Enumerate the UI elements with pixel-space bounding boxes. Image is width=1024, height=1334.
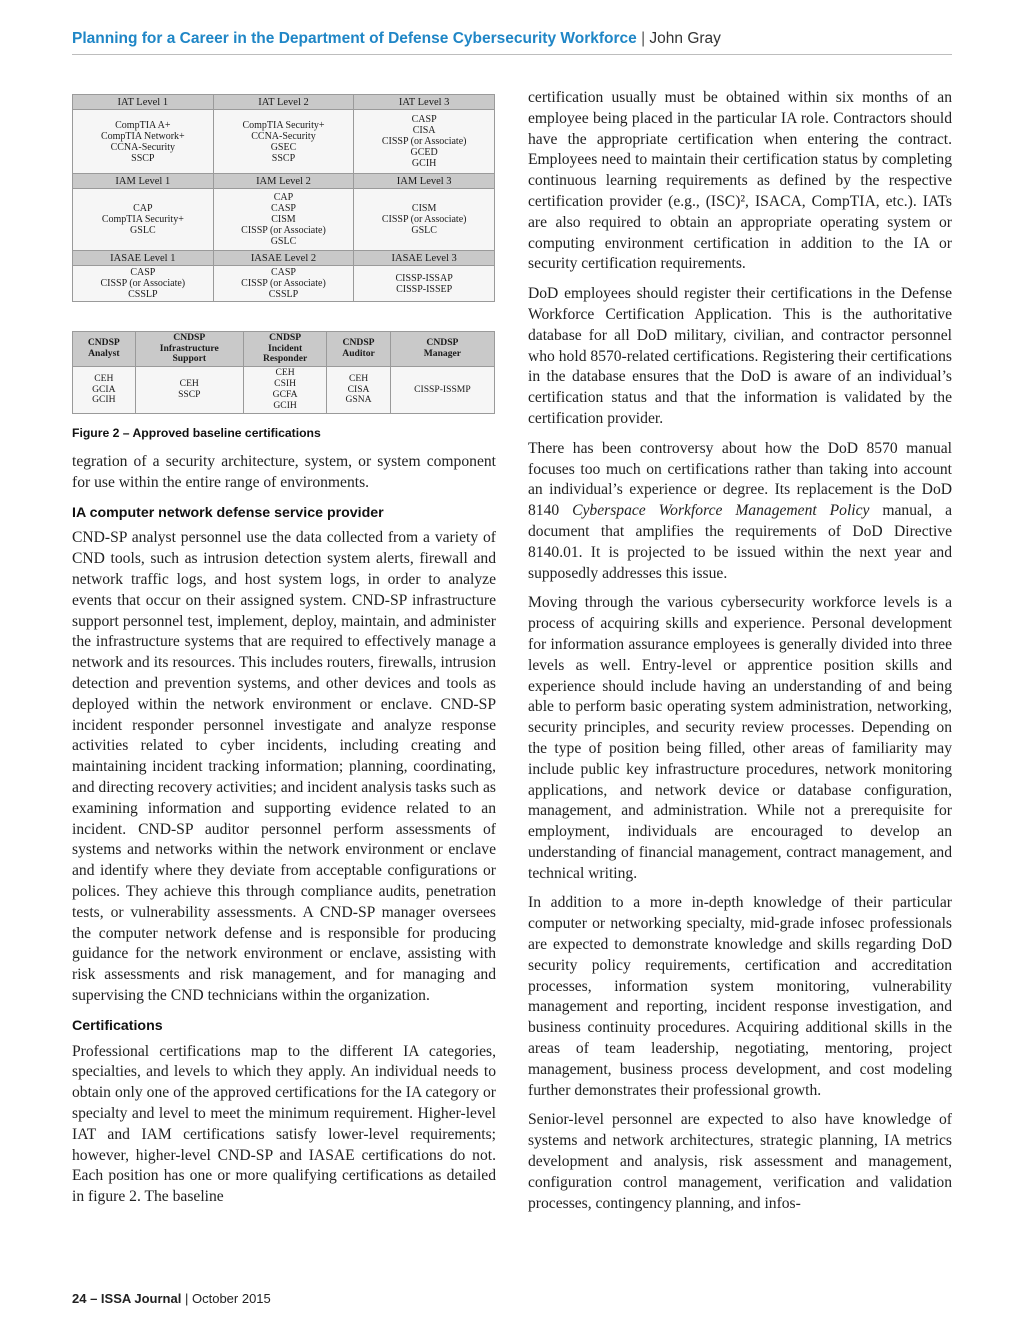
footer-separator: | [184,1291,189,1306]
paragraph: There has been controversy about how the DoD 8570 manual focuses too much on certifications rather than taking into account an individual’s experience or degree. Its replacement is the DoD 8140 Cyberspace Workforce Management Policy manual, a document that amplifies the requirements of DoD Directive 8140.01. It is projected to be issued within the next year and supposedly addresses this issue. [528,439,952,582]
table-row [73,367,495,414]
table-row [73,110,495,174]
table-header-cell: IAM Level 1 [73,174,214,189]
paragraph: DoD employees should register their certifications in the Defense Workforce Certification Application. This is the authoritative database for all DoD military, civilian, and contractor personnel who hold 8570-related certifications. Registering their certifications in the database ensures that the DoD is aware of an individual’s certification status and that the information is validated by the certification provider. [528,285,952,427]
table-cell: CAP CASP CISM CISSP (or Associate) GSLC [213,189,354,251]
table-header-cell: IAT Level 2 [213,95,354,110]
right-column [528,88,952,1223]
table-cell: CEH GCIA GCIH [73,367,136,414]
table-cell: CAP CompTIA Security+ GSLC [73,189,214,251]
table-row [73,251,495,266]
header-rule [72,54,952,55]
paragraph: Moving through the various cybersecurity workforce levels is a process of acquiring skills and experience. Personal development for information assurance employees is generally divided into three levels as well. Entry-level or apprentice position skills and experience should include having an understanding of and being able to perform basic operating system administration, networking, security principles, and security review processes. Depending on the type of position being filled, other areas of familiarity may include public key infrastructure procedures, network monitoring applications, and network device or database configuration, management, and administration. While not a prerequisite for employment, individuals are encouraged to develop an understanding of financial management, contract management, and technical writing. [528,594,952,882]
table-header-cell: CNDSP Manager [390,332,494,367]
table-header-cell: IAT Level 3 [354,95,495,110]
table-header-cell: IASAE Level 3 [354,251,495,266]
header-author: John Gray [649,30,721,47]
figure-caption: Figure 2 – Approved baseline certifications [72,426,321,440]
table-row [73,189,495,251]
page-number: 24 – ISSA Journal [72,1291,182,1306]
table-row [73,332,495,367]
table-cell: CASP CISSP (or Associate) CSSLP [213,266,354,302]
table-header-cell: CNDSP Incident Responder [243,332,326,367]
table-header-cell: IAT Level 1 [73,95,214,110]
running-header [72,30,952,48]
table-cell: CEH CISA GSNA [327,367,391,414]
table-cell: CISSP-ISSAP CISSP-ISSEP [354,266,495,302]
table-row [73,95,495,110]
table-cell: CompTIA A+ CompTIA Network+ CCNA-Security SSCP [73,110,214,174]
issue-date: October 2015 [191,1291,271,1306]
paragraph: CND-SP analyst personnel use the data collected from a variety of CND tools, such as intrusion detection system alerts, firewall and network traffic logs, and host system logs, in order to analyze events that occur on their assigned system. CND-SP infrastructure support personnel test, implement, deploy, maintain, and administer the infrastructure systems that are required to effectively manage a network and its resources. This includes routers, firewalls, intrusion detection and prevention systems, and other devices and tools as deployed within the network environment or enclave. CND-SP incident responder personnel investigate and analyze response activities related to cyber incidents, including creating and maintaining incident tracking information; planning, coordinating, and directing recovery activities; and incident analysis tasks such as examining information and supporting evidence related to an incident. CND-SP auditor personnel perform assessments of systems and networks within the network environment or enclave and identify where they deviate from acceptable configurations or polices. They achieve this through compliance audits, penetration tests, or vulnerability assessments. A CND-SP manager oversees the computer network defense and is responsible for producing guidance for the network environment or enclave, assisting with risk assessments and risk management, and for managing and supervising the CND technicians within the organization. [72,529,496,1004]
table-header-cell: IAM Level 2 [213,174,354,189]
header-separator: | [641,30,646,47]
table-row [73,174,495,189]
section-heading: Certifications [72,1017,163,1034]
table-header-cell: IASAE Level 1 [73,251,214,266]
table-cell: CISM CISSP (or Associate) GSLC [354,189,495,251]
table-cell: CompTIA Security+ CCNA-Security GSEC SSCP [213,110,354,174]
table-header-cell: CNDSP Infrastructure Support [135,332,243,367]
certification-table-cndsp [72,331,495,414]
policy-title: Cyberspace Workforce Management Policy [572,502,870,520]
table-cell: CISSP-ISSMP [390,367,494,414]
paragraph: Professional certifications map to the different IA categories, specialties, and levels to which they apply. An individual needs to obtain only one of the approved certifications for the IA category or specialty and level to meet the minimum requirement. Higher-level IAT and IAM certifications satisfy lower-level requirements; however, higher-level CND-SP and IASAE certifications do not. Each position has one or more qualifying certifications as detailed in figure 2. The baseline [72,1042,496,1206]
left-column [72,452,496,1217]
table-cell: CASP CISSP (or Associate) CSSLP [73,266,214,302]
table-cell: CEH CSIH GCFA GCIH [243,367,326,414]
paragraph: Senior-level personnel are expected to also have knowledge of systems and network architectures, strategic planning, IA metrics development and analysis, risk assessment and management, configuration control management, verification and validation processes, contingency planning, and infos- [528,1111,952,1212]
header-title: Planning for a Career in the Department of Defense Cybersecurity Workforce [72,30,637,47]
paragraph: tegration of a security architecture, system, or system component for use within the entire range of environments. [72,453,496,491]
table-header-cell: CNDSP Auditor [327,332,391,367]
paragraph: In addition to a more in-depth knowledge of their particular computer or networking specialty, mid-grade infosec professionals are expected to demonstrate knowledge and skills regarding DoD security policy requirements, certification and accreditation processes, information system monitoring, vulnerability management and reporting, incident response investigation, and business continuity procedures. Acquiring additional skills in the areas of team leadership, negotiating, mentoring, project management, business process development, and cost modeling further demonstrates their professional growth. [528,894,952,1099]
table-cell: CEH SSCP [135,367,243,414]
paragraph: certification usually must be obtained within six months of an employee being placed in the particular IA role. Contractors should have the appropriate certification when entering the contract. Employees need to maintain their certification status by completing continuous learning requirements as defined by the respective certification provider (e.g., (ISC)², ISACA, CompTIA, etc.). IATs are also required to obtain an appropriate operating system or computing environment certification in addition to the IA or security certification requirements. [528,89,952,273]
page-footer [72,1291,271,1306]
table-row [73,266,495,302]
section-heading: IA computer network defense service provider [72,504,384,521]
table-header-cell: IASAE Level 2 [213,251,354,266]
table-header-cell: CNDSP Analyst [73,332,136,367]
table-cell: CASP CISA CISSP (or Associate) GCED GCIH [354,110,495,174]
table-header-cell: IAM Level 3 [354,174,495,189]
certification-table-iat-iam-iasae [72,94,495,302]
